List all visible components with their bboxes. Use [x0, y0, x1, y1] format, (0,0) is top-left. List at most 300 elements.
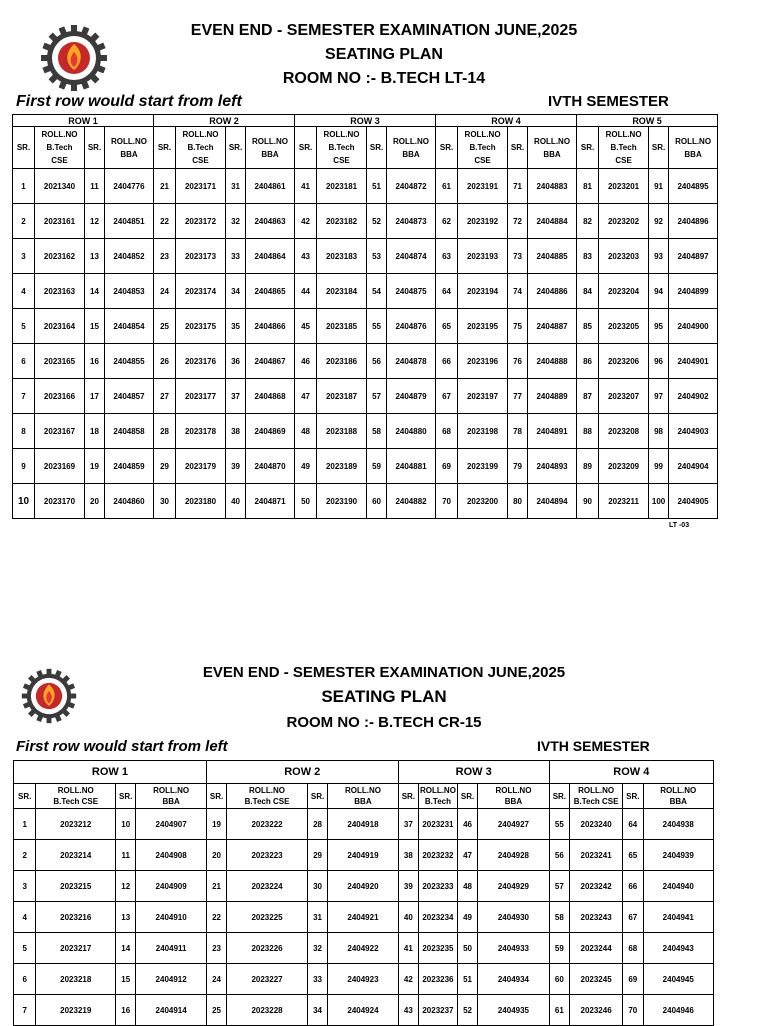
roll-number-cell: 2404861 — [246, 169, 295, 204]
roll-header-line: BBA — [261, 149, 279, 159]
roll-number-cell: 2023242 — [570, 871, 623, 902]
serial-cell: 18 — [85, 414, 105, 449]
roll-number-cell: 2404851 — [105, 204, 154, 239]
exam-title: EVEN END - SEMESTER EXAMINATION JUNE,2025 — [202, 664, 566, 681]
serial-cell: 14 — [85, 274, 105, 309]
roll-number-cell: 2023227 — [227, 964, 308, 995]
serial-cell: 42 — [398, 964, 418, 995]
serial-cell: 39 — [398, 871, 418, 902]
serial-cell: 93 — [649, 239, 669, 274]
sr-header: SR. — [13, 127, 35, 169]
roll-number-cell: 2023192 — [458, 204, 508, 239]
semester-label: IVTH SEMESTER — [548, 93, 669, 110]
roll-number-cell: 2023191 — [458, 169, 508, 204]
roll-header-line: BBA — [120, 149, 138, 159]
roll-number-cell: 2023184 — [317, 274, 367, 309]
roll-btech-cse-header — [599, 127, 649, 169]
row-group-label: ROW 4 — [549, 761, 713, 784]
roll-number-cell: 2023209 — [599, 449, 649, 484]
roll-number-cell: 2023193 — [458, 239, 508, 274]
serial-cell: 12 — [116, 871, 136, 902]
serial-cell: 55 — [367, 309, 387, 344]
roll-number-cell: 2404939 — [643, 840, 713, 871]
serial-cell: 37 — [226, 379, 246, 414]
roll-number-cell: 2404875 — [387, 274, 436, 309]
serial-cell: 91 — [649, 169, 669, 204]
roll-number-cell: 2023175 — [176, 309, 226, 344]
roll-number-cell: 2404894 — [528, 484, 577, 519]
roll-number-cell: 2404922 — [328, 933, 398, 964]
roll-number-cell: 2404921 — [328, 902, 398, 933]
roll-header-line: B.Tech CSE — [53, 797, 99, 806]
serial-cell: 86 — [577, 344, 599, 379]
serial-cell: 29 — [307, 840, 327, 871]
serial-cell: 66 — [436, 344, 458, 379]
serial-cell: 97 — [649, 379, 669, 414]
roll-number-cell: 2023179 — [176, 449, 226, 484]
roll-bba-header — [478, 784, 549, 809]
roll-number-cell: 2023196 — [458, 344, 508, 379]
serial-cell: 23 — [206, 933, 226, 964]
roll-number-cell: 2023203 — [599, 239, 649, 274]
roll-header-line: B.Tech — [469, 143, 496, 152]
roll-number-cell: 2404940 — [643, 871, 713, 902]
serial-cell: 46 — [295, 344, 317, 379]
table-row — [13, 169, 718, 204]
serial-cell: 74 — [508, 274, 528, 309]
roll-bba-header — [669, 127, 718, 169]
serial-cell: 66 — [623, 871, 643, 902]
roll-bba-header — [643, 784, 713, 809]
roll-number-cell: 2023181 — [317, 169, 367, 204]
serial-cell: 61 — [436, 169, 458, 204]
semester-label: IVTH SEMESTER — [537, 738, 650, 754]
roll-header-line: ROLL.NO — [605, 130, 642, 139]
serial-cell: 27 — [154, 379, 176, 414]
roll-btech-cse-header — [419, 784, 458, 809]
roll-header-line: CSE — [474, 156, 491, 165]
roll-number-cell: 2023190 — [317, 484, 367, 519]
roll-header-line: ROLL.NO — [182, 130, 219, 139]
serial-cell: 92 — [649, 204, 669, 239]
serial-cell: 38 — [226, 414, 246, 449]
sr-header: SR. — [116, 784, 136, 809]
roll-number-cell: 2404860 — [105, 484, 154, 519]
roll-number-cell: 2023202 — [599, 204, 649, 239]
roll-number-cell: 2404889 — [528, 379, 577, 414]
roll-number-cell: 2023161 — [35, 204, 85, 239]
roll-header-line: ROLL.NO — [41, 130, 78, 139]
serial-cell: 75 — [508, 309, 528, 344]
roll-number-cell: 2404905 — [669, 484, 718, 519]
plan-title: SEATING PLAN — [321, 687, 447, 706]
exam-title: EVEN END - SEMESTER EXAMINATION JUNE,2025 — [190, 22, 578, 39]
roll-number-cell: 2023201 — [599, 169, 649, 204]
serial-cell: 47 — [295, 379, 317, 414]
roll-number-cell: 2404934 — [478, 964, 549, 995]
serial-cell: 79 — [508, 449, 528, 484]
sr-header: SR. — [649, 127, 669, 169]
serial-cell: 55 — [549, 809, 569, 840]
sr-header: SR. — [295, 127, 317, 169]
roll-header-line: CSE — [333, 156, 350, 165]
serial-cell: 23 — [154, 239, 176, 274]
roll-number-cell: 2023224 — [227, 871, 308, 902]
roll-header-line: ROLL.NO — [675, 136, 712, 146]
serial-cell: 25 — [206, 995, 226, 1026]
roll-number-cell: 2404909 — [136, 871, 206, 902]
roll-number-cell: 2404904 — [669, 449, 718, 484]
roll-number-cell: 2023195 — [458, 309, 508, 344]
serial-cell: 58 — [549, 902, 569, 933]
serial-cell: 90 — [577, 484, 599, 519]
sr-header: SR. — [577, 127, 599, 169]
roll-header-line: BBA — [669, 797, 687, 806]
serial-cell: 34 — [307, 995, 327, 1026]
serial-cell: 72 — [508, 204, 528, 239]
roll-number-cell: 2404867 — [246, 344, 295, 379]
roll-header-line: ROLL.NO — [249, 786, 286, 795]
serial-cell: 100 — [649, 484, 669, 519]
roll-number-cell: 2023235 — [419, 933, 458, 964]
serial-cell: 21 — [154, 169, 176, 204]
serial-cell: 95 — [649, 309, 669, 344]
roll-number-cell: 2404888 — [528, 344, 577, 379]
roll-number-cell: 2023169 — [35, 449, 85, 484]
roll-number-cell: 2023172 — [176, 204, 226, 239]
serial-cell: 11 — [85, 169, 105, 204]
roll-number-cell: 2023200 — [458, 484, 508, 519]
roll-number-cell: 2404900 — [669, 309, 718, 344]
row-group-label: ROW 3 — [398, 761, 549, 784]
roll-header-line: B.Tech CSE — [573, 797, 619, 806]
roll-btech-cse-header — [36, 784, 116, 809]
roll-header-line: CSE — [192, 156, 209, 165]
roll-number-cell: 2404858 — [105, 414, 154, 449]
serial-cell: 31 — [226, 169, 246, 204]
roll-header-line: ROLL.NO — [534, 136, 571, 146]
serial-cell: 37 — [398, 809, 418, 840]
serial-cell: 71 — [508, 169, 528, 204]
serial-cell: 2 — [14, 840, 36, 871]
roll-number-cell: 2404853 — [105, 274, 154, 309]
table-row — [14, 933, 714, 964]
roll-number-cell: 2404873 — [387, 204, 436, 239]
roll-header-line: ROLL.NO — [660, 786, 697, 795]
serial-cell: 11 — [116, 840, 136, 871]
roll-number-cell: 2404876 — [387, 309, 436, 344]
table-row — [13, 449, 718, 484]
roll-number-cell: 2023182 — [317, 204, 367, 239]
roll-header-line: BBA — [504, 797, 523, 806]
serial-cell: 70 — [623, 995, 643, 1026]
serial-cell: 62 — [436, 204, 458, 239]
serial-cell: 77 — [508, 379, 528, 414]
roll-number-cell: 2023244 — [570, 933, 623, 964]
roll-header-line: B.Tech — [328, 143, 355, 152]
roll-number-cell: 2404920 — [328, 871, 398, 902]
serial-cell: 8 — [13, 414, 35, 449]
table-row — [13, 309, 718, 344]
table-row — [13, 484, 718, 519]
serial-cell: 57 — [549, 871, 569, 902]
roll-number-cell: 2404866 — [246, 309, 295, 344]
serial-cell: 25 — [154, 309, 176, 344]
serial-cell: 89 — [577, 449, 599, 484]
roll-number-cell: 2023240 — [570, 809, 623, 840]
serial-cell: 4 — [13, 274, 35, 309]
roll-header-line: ROLL.NO — [111, 136, 147, 146]
serial-cell: 82 — [577, 204, 599, 239]
serial-cell: 1 — [14, 809, 36, 840]
serial-cell: 81 — [577, 169, 599, 204]
serial-cell: 83 — [577, 239, 599, 274]
roll-number-cell: 2404903 — [669, 414, 718, 449]
serial-cell: 10 — [116, 809, 136, 840]
roll-number-cell: 2404893 — [528, 449, 577, 484]
serial-cell: 99 — [649, 449, 669, 484]
roll-number-cell: 2404929 — [478, 871, 549, 902]
roll-number-cell: 2404945 — [643, 964, 713, 995]
roll-number-cell: 2023225 — [227, 902, 308, 933]
room-number: ROOM NO :- B.TECH LT-14 — [282, 70, 486, 87]
roll-number-cell: 2404855 — [105, 344, 154, 379]
serial-cell: 6 — [14, 964, 36, 995]
roll-number-cell: 2404910 — [136, 902, 206, 933]
roll-number-cell: 2023246 — [570, 995, 623, 1026]
table-row — [13, 239, 718, 274]
serial-cell: 15 — [85, 309, 105, 344]
roll-number-cell: 2404891 — [528, 414, 577, 449]
roll-number-cell: 2404886 — [528, 274, 577, 309]
sr-header: SR. — [549, 784, 569, 809]
serial-cell: 38 — [398, 840, 418, 871]
serial-cell: 84 — [577, 274, 599, 309]
roll-bba-header — [387, 127, 436, 169]
roll-bba-header — [528, 127, 577, 169]
roll-number-cell: 2404941 — [643, 902, 713, 933]
serial-cell: 16 — [116, 995, 136, 1026]
serial-cell: 4 — [14, 902, 36, 933]
roll-number-cell: 2023236 — [419, 964, 458, 995]
serial-cell: 6 — [13, 344, 35, 379]
serial-cell: 33 — [307, 964, 327, 995]
serial-cell: 80 — [508, 484, 528, 519]
roll-number-cell: 2404854 — [105, 309, 154, 344]
roll-number-cell: 2023178 — [176, 414, 226, 449]
roll-number-cell: 2404864 — [246, 239, 295, 274]
table-row — [14, 964, 714, 995]
roll-number-cell: 2404935 — [478, 995, 549, 1026]
roll-number-cell: 2023177 — [176, 379, 226, 414]
roll-number-cell: 2404896 — [669, 204, 718, 239]
sr-header: SR. — [85, 127, 105, 169]
serial-cell: 21 — [206, 871, 226, 902]
roll-bba-header — [246, 127, 295, 169]
serial-cell: 13 — [116, 902, 136, 933]
serial-cell: 13 — [85, 239, 105, 274]
roll-header-line: ROLL.NO — [578, 786, 615, 795]
roll-number-cell: 2023176 — [176, 344, 226, 379]
roll-number-cell: 2023245 — [570, 964, 623, 995]
serial-cell: 34 — [226, 274, 246, 309]
serial-cell: 85 — [577, 309, 599, 344]
serial-cell: 32 — [307, 933, 327, 964]
serial-cell: 32 — [226, 204, 246, 239]
roll-btech-cse-header — [317, 127, 367, 169]
seating-plan-sheet-2 — [0, 640, 768, 1024]
serial-cell: 53 — [367, 239, 387, 274]
serial-cell: 56 — [367, 344, 387, 379]
sr-header: SR. — [14, 784, 36, 809]
roll-number-cell: 2023185 — [317, 309, 367, 344]
roll-number-cell: 2023212 — [36, 809, 116, 840]
serial-cell: 10 — [13, 484, 35, 519]
roll-number-cell: 2023206 — [599, 344, 649, 379]
roll-number-cell: 2404901 — [669, 344, 718, 379]
table-row — [13, 379, 718, 414]
roll-btech-cse-header — [458, 127, 508, 169]
roll-number-cell: 2404912 — [136, 964, 206, 995]
serial-cell: 39 — [226, 449, 246, 484]
roll-number-cell: 2404943 — [643, 933, 713, 964]
roll-header-line: ROLL.NO — [464, 130, 501, 139]
roll-number-cell: 2023199 — [458, 449, 508, 484]
roll-number-cell: 2404928 — [478, 840, 549, 871]
serial-cell: 15 — [116, 964, 136, 995]
table-row — [13, 204, 718, 239]
serial-cell: 59 — [367, 449, 387, 484]
sr-header: SR. — [398, 784, 418, 809]
roll-number-cell: 2404887 — [528, 309, 577, 344]
row-group-label: ROW 5 — [577, 115, 718, 127]
room-code: LT -03 — [669, 522, 690, 529]
roll-number-cell: 2404918 — [328, 809, 398, 840]
sr-header: SR. — [206, 784, 226, 809]
roll-number-cell: 2023214 — [36, 840, 116, 871]
roll-number-cell: 2404930 — [478, 902, 549, 933]
roll-number-cell: 2404859 — [105, 449, 154, 484]
roll-number-cell: 2404899 — [669, 274, 718, 309]
roll-number-cell: 2404923 — [328, 964, 398, 995]
serial-cell: 68 — [623, 933, 643, 964]
roll-number-cell: 2023234 — [419, 902, 458, 933]
roll-number-cell: 2023167 — [35, 414, 85, 449]
roll-number-cell: 2023205 — [599, 309, 649, 344]
roll-number-cell: 2023173 — [176, 239, 226, 274]
table-row — [13, 274, 718, 309]
roll-header-line: ROLL.NO — [344, 786, 381, 795]
serial-cell: 65 — [436, 309, 458, 344]
sr-header: SR. — [623, 784, 643, 809]
serial-cell: 3 — [13, 239, 35, 274]
serial-cell: 2 — [13, 204, 35, 239]
serial-cell: 44 — [295, 274, 317, 309]
roll-number-cell: 2023170 — [35, 484, 85, 519]
roll-number-cell: 2023218 — [36, 964, 116, 995]
roll-number-cell: 2404870 — [246, 449, 295, 484]
roll-header-line: B.Tech — [46, 143, 73, 152]
sr-header: SR. — [508, 127, 528, 169]
serial-cell: 54 — [367, 274, 387, 309]
roll-number-cell: 2404938 — [643, 809, 713, 840]
roll-number-cell: 2023180 — [176, 484, 226, 519]
roll-number-cell: 2023233 — [419, 871, 458, 902]
roll-header-line: CSE — [51, 156, 68, 165]
seating-table-cr15 — [13, 760, 714, 1026]
table-row — [13, 414, 718, 449]
roll-number-cell: 2404914 — [136, 995, 206, 1026]
table-row — [14, 809, 714, 840]
serial-cell: 19 — [206, 809, 226, 840]
roll-number-cell: 2404882 — [387, 484, 436, 519]
serial-cell: 22 — [154, 204, 176, 239]
row-group-label: ROW 1 — [14, 761, 207, 784]
roll-btech-cse-header — [227, 784, 308, 809]
serial-cell: 43 — [398, 995, 418, 1026]
sr-header: SR. — [457, 784, 477, 809]
room-number: ROOM NO :- B.TECH CR-15 — [286, 714, 482, 731]
serial-cell: 7 — [13, 379, 35, 414]
serial-cell: 43 — [295, 239, 317, 274]
roll-number-cell: 2404927 — [478, 809, 549, 840]
roll-header-line: ROLL.NO — [419, 786, 456, 795]
serial-cell: 45 — [295, 309, 317, 344]
row-group-label: ROW 3 — [295, 115, 436, 127]
roll-number-cell: 2404919 — [328, 840, 398, 871]
row-start-note: First row would start from left — [16, 93, 242, 110]
roll-header-line: ROLL.NO — [495, 786, 532, 795]
roll-number-cell: 2023198 — [458, 414, 508, 449]
roll-number-cell: 2023183 — [317, 239, 367, 274]
column-header-row — [13, 127, 718, 169]
roll-number-cell: 2404868 — [246, 379, 295, 414]
sr-header: SR. — [436, 127, 458, 169]
serial-cell: 20 — [206, 840, 226, 871]
serial-cell: 96 — [649, 344, 669, 379]
serial-cell: 58 — [367, 414, 387, 449]
table-row — [14, 840, 714, 871]
roll-number-cell: 2404863 — [246, 204, 295, 239]
serial-cell: 35 — [226, 309, 246, 344]
roll-header-line: BBA — [402, 149, 420, 159]
serial-cell: 78 — [508, 414, 528, 449]
serial-cell: 26 — [154, 344, 176, 379]
roll-btech-cse-header — [176, 127, 226, 169]
roll-header-line: ROLL.NO — [252, 136, 289, 146]
serial-cell: 64 — [623, 809, 643, 840]
serial-cell: 98 — [649, 414, 669, 449]
serial-cell: 3 — [14, 871, 36, 902]
serial-cell: 67 — [623, 902, 643, 933]
serial-cell: 28 — [307, 809, 327, 840]
table-row — [14, 995, 714, 1026]
roll-header-line: B.Tech — [610, 143, 637, 152]
roll-number-cell: 2023219 — [36, 995, 116, 1026]
roll-number-cell: 2023171 — [176, 169, 226, 204]
roll-number-cell: 2404880 — [387, 414, 436, 449]
serial-cell: 19 — [85, 449, 105, 484]
roll-btech-cse-header — [570, 784, 623, 809]
roll-number-cell: 2023226 — [227, 933, 308, 964]
serial-cell: 12 — [85, 204, 105, 239]
roll-number-cell: 2023188 — [317, 414, 367, 449]
roll-btech-cse-header — [35, 127, 85, 169]
serial-cell: 20 — [85, 484, 105, 519]
roll-header-line: ROLL.NO — [153, 786, 190, 795]
serial-cell: 50 — [295, 484, 317, 519]
serial-cell: 60 — [367, 484, 387, 519]
